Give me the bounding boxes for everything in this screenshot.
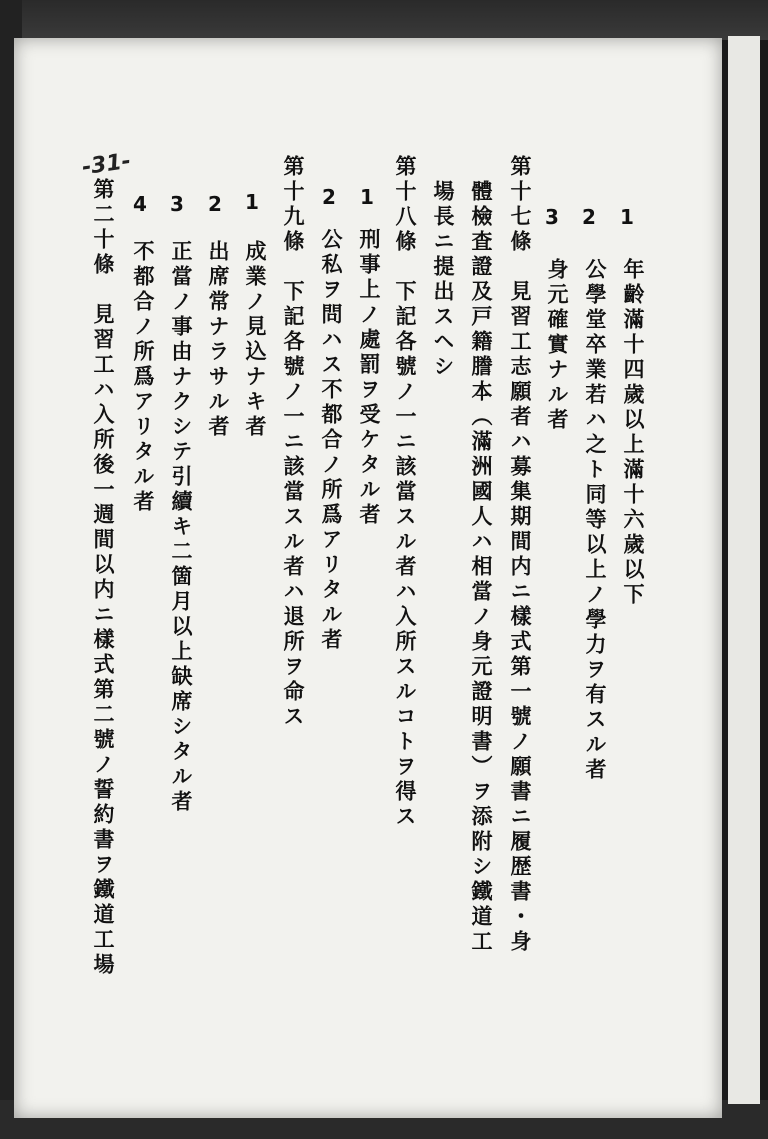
text-column: 不都合ノ所爲アリタル者 <box>131 240 156 515</box>
item-marker: 1 <box>360 185 374 209</box>
text-column: 刑事上ノ處罰ヲ受ケタル者 <box>357 228 382 528</box>
scan-top-edge <box>0 0 768 40</box>
item-marker: 4 <box>133 192 147 216</box>
article-column: 第十七條 見習工志願者ハ募集期間内ニ樣式第一號ノ願書ニ履歴書・身 <box>508 155 533 955</box>
item-marker: 2 <box>582 205 596 229</box>
text-column: 體檢査證及戸籍謄本（滿洲國人ハ相當ノ身元證明書）ヲ添附シ鐵道工 <box>469 180 494 955</box>
text-column: 出席常ナラサル者 <box>206 240 231 440</box>
page-right-strip <box>728 36 760 1104</box>
item-marker: 3 <box>545 205 559 229</box>
text-column: 年齡滿十四歲以上滿十六歲以下 <box>621 258 646 608</box>
item-marker: 1 <box>620 205 634 229</box>
item-marker: 2 <box>322 185 336 209</box>
article-column: 第十八條 下記各號ノ一ニ該當スル者ハ入所スルコトヲ得ス <box>393 155 418 830</box>
article-column: 第十九條 下記各號ノ一ニ該當スル者ハ退所ヲ命ス <box>281 155 306 730</box>
text-column: 公學堂卒業若ハ之ト同等以上ノ學力ヲ有スル者 <box>583 258 608 783</box>
article-column: 第二十條 見習工ハ入所後一週間以内ニ樣式第二號ノ誓約書ヲ鐵道工場 <box>91 178 116 978</box>
text-column: 公私ヲ問ハス不都合ノ所爲アリタル者 <box>319 228 344 653</box>
item-marker: 3 <box>170 192 184 216</box>
text-column: 正當ノ事由ナクシテ引續キ二箇月以上缺席シタル者 <box>169 240 194 815</box>
text-column: 場長ニ提出スヘシ <box>431 180 456 380</box>
page-number: -31- <box>80 148 133 181</box>
text-column: 成業ノ見込ナキ者 <box>243 240 268 440</box>
item-marker: 2 <box>208 192 222 216</box>
item-marker: 1 <box>245 190 259 214</box>
text-column: 身元確實ナル者 <box>545 258 570 433</box>
